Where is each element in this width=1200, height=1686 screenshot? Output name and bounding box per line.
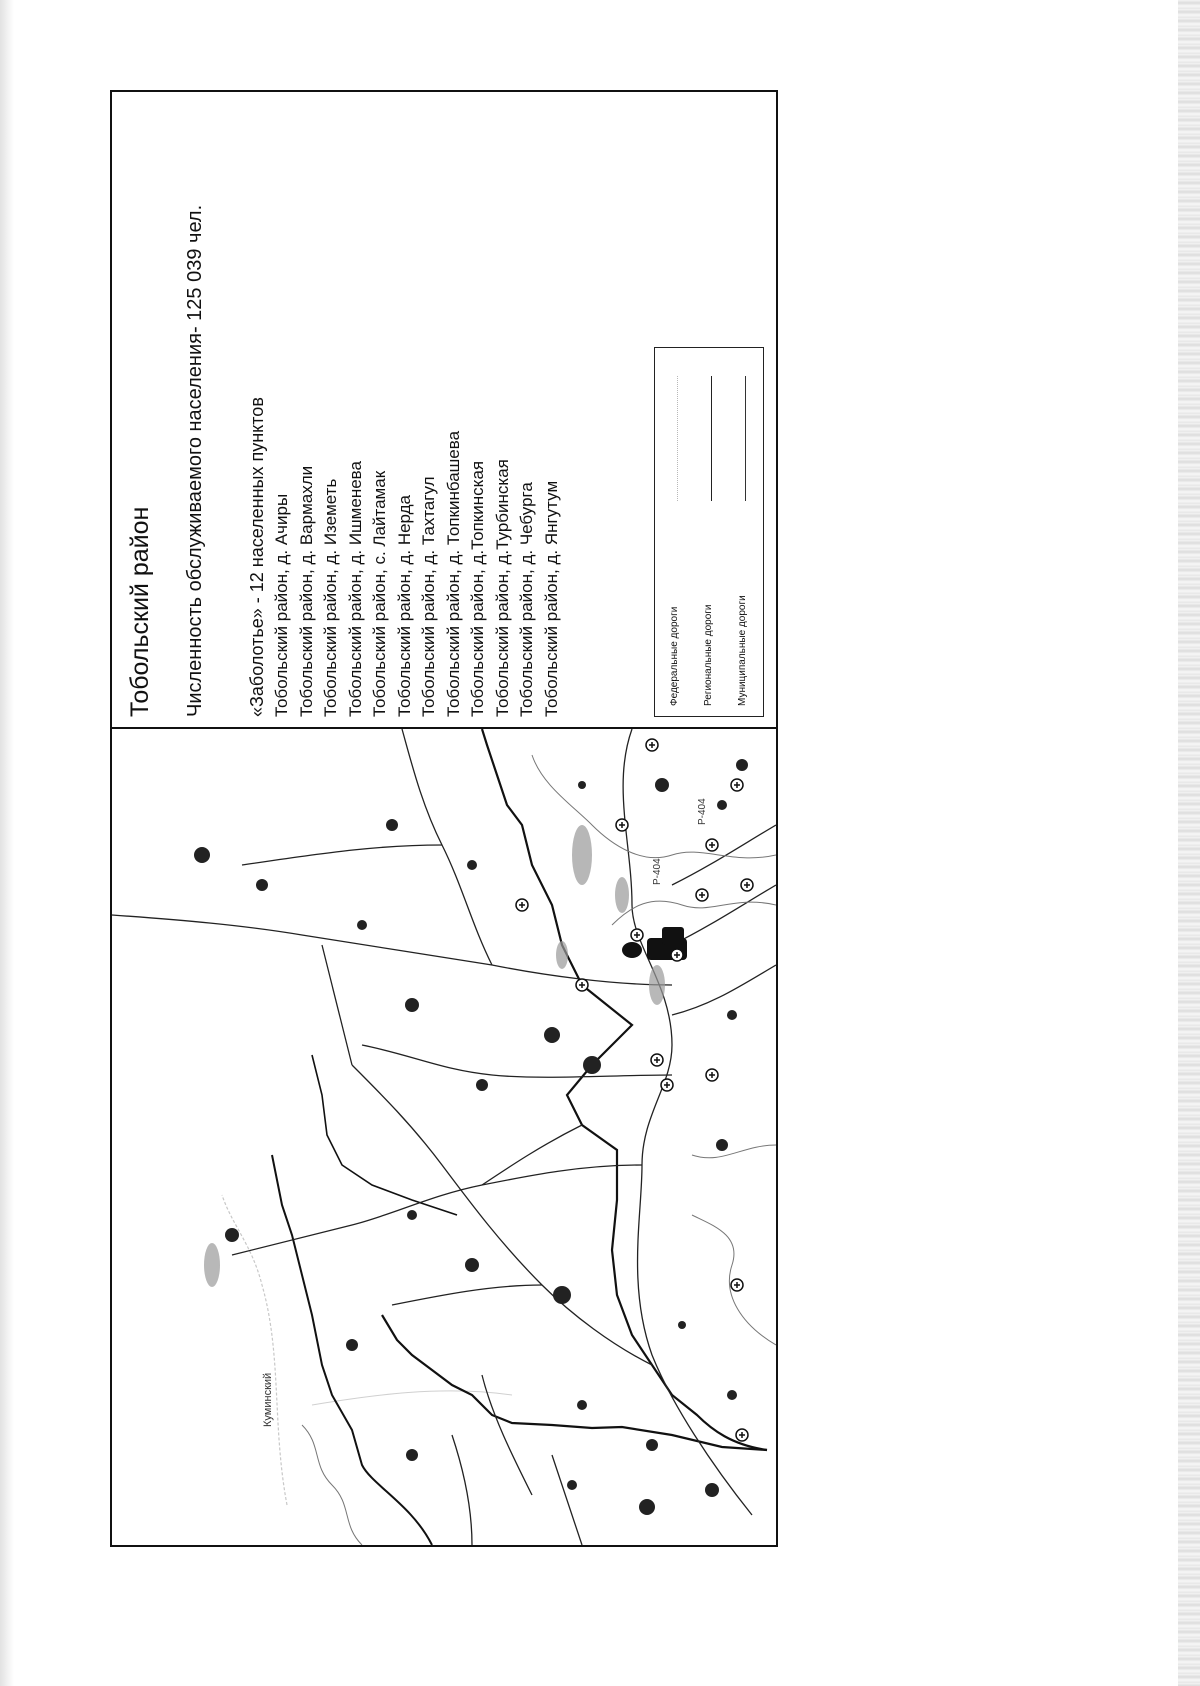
info-panel bbox=[112, 92, 776, 727]
scan-edge-right bbox=[1178, 0, 1200, 1686]
district-title: Тобольский район bbox=[126, 506, 154, 717]
facility-marker bbox=[736, 1429, 748, 1441]
village-item: Тобольский район, д. Ачиры bbox=[272, 493, 291, 717]
population-text: Численность обслуживаемого населения- 125 039 чел. bbox=[184, 204, 206, 717]
facility-marker bbox=[661, 1079, 673, 1091]
village-item: Тобольский район, д. Ишменева bbox=[345, 461, 365, 717]
facility-marker bbox=[651, 1054, 663, 1066]
facility-marker bbox=[706, 839, 718, 851]
facility-marker bbox=[646, 739, 658, 751]
legend-label-municipal: Муниципальные дороги bbox=[737, 595, 748, 706]
facility-markers bbox=[516, 739, 753, 1441]
facility-marker bbox=[696, 889, 708, 901]
facility-marker bbox=[671, 949, 683, 961]
district-boundary-west bbox=[382, 1315, 767, 1450]
facility-marker bbox=[576, 979, 588, 991]
village-item: Тобольский район, д. Чебурга bbox=[517, 482, 536, 717]
scan-edge-left bbox=[0, 0, 14, 1686]
page-frame bbox=[110, 90, 778, 1547]
district-boundary-inner bbox=[312, 1055, 457, 1215]
settlements-heading: «Заболотье» - 12 населенных пунктов bbox=[247, 397, 267, 717]
village-item: Тобольский район, с. Лайтамак bbox=[370, 470, 389, 717]
facility-marker bbox=[706, 1069, 718, 1081]
legend-label-regional: Региональные дороги bbox=[703, 604, 714, 706]
legend-line-federal bbox=[677, 376, 678, 501]
village-item: Тобольский район, д. Янгутум bbox=[541, 480, 561, 717]
neighbour-boundary-2 bbox=[312, 1391, 512, 1405]
roads bbox=[112, 729, 776, 1545]
map-panel[interactable] bbox=[112, 727, 776, 1545]
district-boundary bbox=[482, 729, 767, 1450]
facility-marker bbox=[516, 899, 528, 911]
facility-marker bbox=[631, 929, 643, 941]
map-label-road-b: Р-404 bbox=[652, 858, 663, 885]
facility-marker bbox=[731, 1279, 743, 1291]
village-item: Тобольский район, д. Вармахли bbox=[296, 465, 316, 717]
facility-marker bbox=[731, 779, 743, 791]
facility-marker bbox=[741, 879, 753, 891]
legend-line-municipal bbox=[745, 376, 746, 501]
map-legend bbox=[654, 347, 764, 717]
settlement-areas bbox=[204, 825, 665, 1287]
village-item: Тобольский район, д.Топкинская bbox=[468, 460, 487, 717]
legend-label-federal: Федеральные дороги bbox=[669, 606, 680, 706]
village-item: Тобольский район, д.Турбинская bbox=[492, 459, 512, 717]
rivers bbox=[302, 755, 776, 1545]
map-label-road-a: Р-404 bbox=[697, 798, 708, 825]
village-list bbox=[270, 92, 564, 717]
village-item: Тобольский район, д. Иземеть bbox=[321, 478, 340, 717]
village-item: Тобольский район, д. Нерда bbox=[394, 495, 414, 717]
legend-line-regional bbox=[711, 376, 712, 501]
district-map bbox=[112, 729, 776, 1545]
map-label-kuminsky: Куминский bbox=[262, 1372, 274, 1427]
map-blobs bbox=[194, 759, 748, 1515]
village-item: Тобольский район, д. Тахтагул bbox=[419, 476, 438, 717]
rotated-content bbox=[110, 90, 778, 1547]
facility-marker bbox=[616, 819, 628, 831]
village-item: Тобольский район, д. Топкинбашева bbox=[443, 430, 463, 717]
